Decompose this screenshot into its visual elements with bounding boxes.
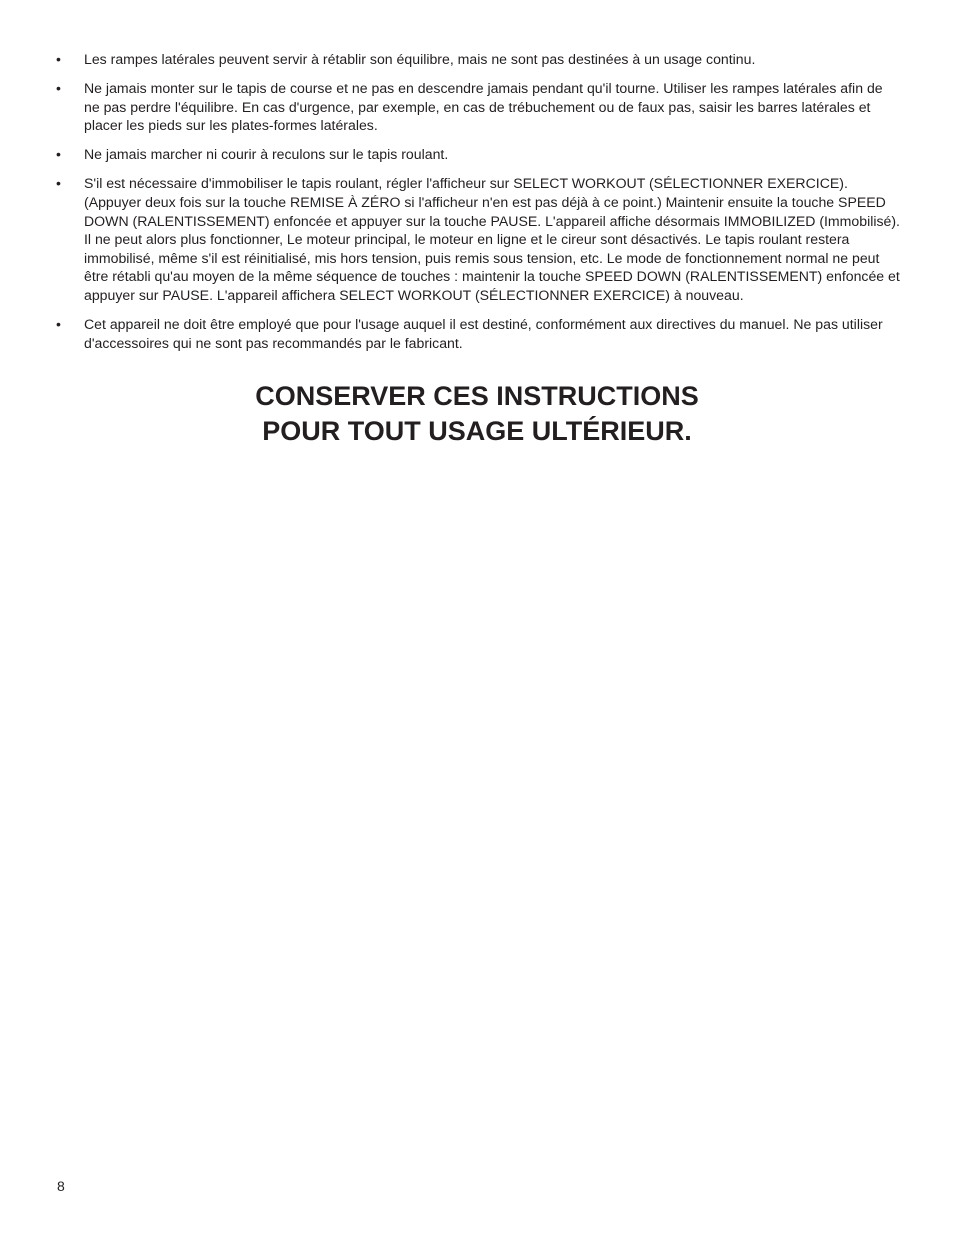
list-item-text: Ne jamais marcher ni courir à reculons sur le tapis roulant. xyxy=(84,146,449,163)
bullet-icon: • xyxy=(56,316,61,333)
heading-line-1: CONSERVER CES INSTRUCTIONS xyxy=(255,381,699,411)
page-number: 8 xyxy=(57,1178,65,1194)
bullet-icon: • xyxy=(56,175,61,192)
list-item xyxy=(54,315,900,352)
bullet-icon: • xyxy=(56,80,61,97)
list-item xyxy=(54,145,900,164)
list-item xyxy=(54,79,900,135)
list-item-text: Cet appareil ne doit être employé que pour l'usage auquel il est destiné, conformément aux directives du manuel. Ne pas utiliser d'accessoires qui ne sont pas recommandés par le fabricant. xyxy=(84,316,883,351)
list-item-text: Les rampes latérales peuvent servir à rétablir son équilibre, mais ne sont pas destinées à un usage continu. xyxy=(84,51,756,67)
heading-line-2: POUR TOUT USAGE ULTÉRIEUR. xyxy=(262,416,692,446)
list-item-text: Ne jamais monter sur le tapis de course et ne pas en descendre jamais pendant qu'il tourne. Utiliser les rampes latérales afin de ne pas perdre l'équilibre. En cas d'urgence, par exemple, en cas de trébuchement ou de faux pas, saisir les barres latérales et placer les pieds sur les plates-formes latérales. xyxy=(84,80,883,134)
list-item xyxy=(54,174,900,304)
save-instructions-heading xyxy=(0,379,954,449)
safety-instructions-list xyxy=(54,50,900,363)
list-item xyxy=(54,50,900,69)
list-item-text: S'il est nécessaire d'immobiliser le tapis roulant, régler l'afficheur sur SELECT WORKOUT (SÉLECTIONNER EXERCICE). (Appuyer deux fois sur la touche REMISE À ZÉRO si l'afficheur n'en est pas déjà à ce point.) Maintenir ensuite la touche SPEED DOWN (RALENTISSEMENT) enfoncée et appuyer sur la touche PAUSE. L'appareil affiche désormais IMMOBILIZED (Immobilisé). Il ne peut alors plus fonctionner, Le moteur principal, le moteur en ligne et le cireur sont désactivés. Le tapis roulant restera immobilisé, même s'il est réinitialisé, mis hors tension, puis remis sous tension, etc. Le mode de fonctionnement normal ne peut être rétabli qu'au moyen de la même séquence de touches : maintenir la touche SPEED DOWN (RALENTISSEMENT) enfoncée et appuyer sur PAUSE. L'appareil affichera SELECT WORKOUT (SÉLECTIONNER EXERCICE) à nouveau. xyxy=(84,175,900,304)
bullet-icon: • xyxy=(56,51,61,67)
bullet-icon: • xyxy=(56,146,61,163)
